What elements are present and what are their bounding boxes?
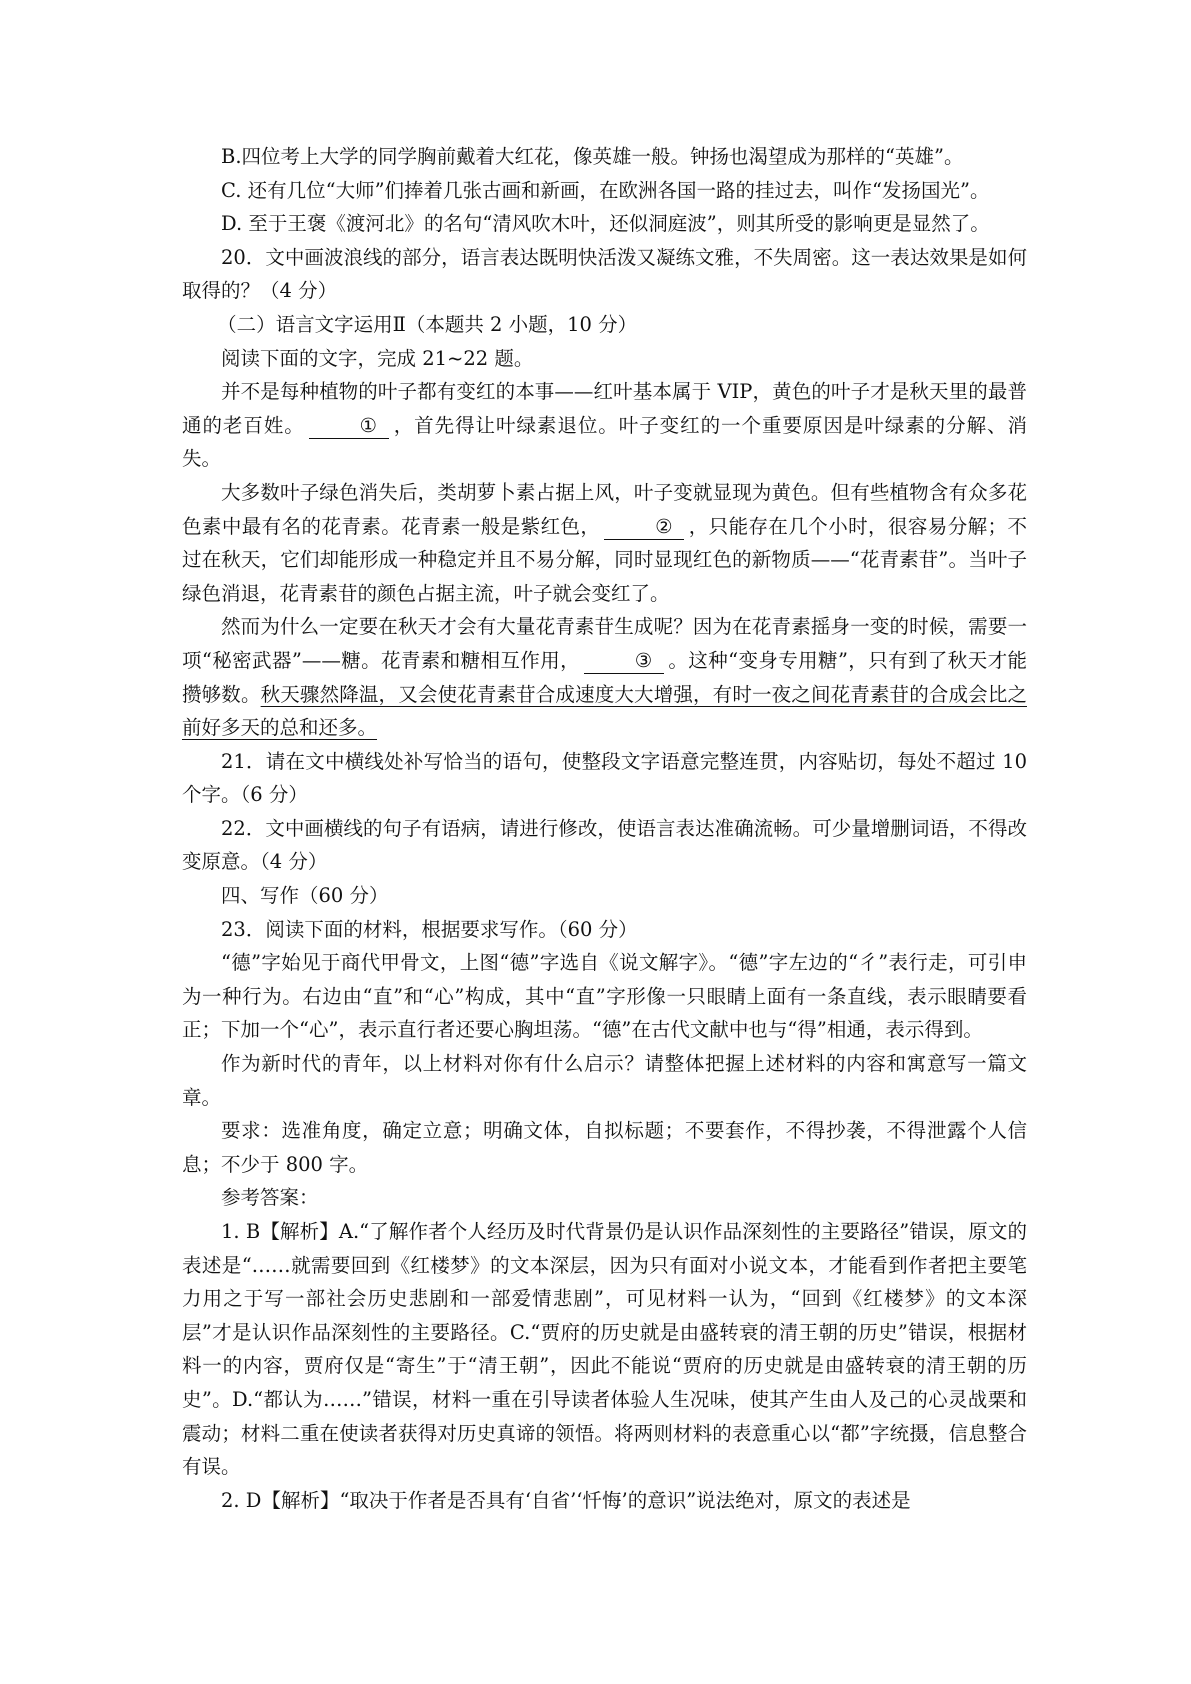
section-heading-language-use-2: （二）语言文字运用Ⅱ（本题共 2 小题，10 分） [217, 312, 638, 336]
passage-text: ，首先得让叶绿素退位。叶子变红的一个重要原因是叶绿素的分解、消失。 [182, 413, 1027, 471]
answer-1: 1. B【解析】A.“了解作者个人经历及时代背景仍是认识作品深刻性的主要路径”错误，原文的表述是“……就需要回到《红楼梦》的文本深层，因为只有面对小说文本，才能看到作者把主要笔力用之于写一部社会历史悲剧和一部爱情悲剧”，可见材料一认为，“回到《红楼梦》的文本深层”才是认识作品深刻性的主要路径。C.“贾府的历史就是由盛转衰的清王朝的历史”错误，根据材料一的内容，贾府仅是“寄生”于“清王朝”，因此不能说“贾府的历史就是由盛转衰的清王朝的历史”。D.“都认为……”错误，材料一重在引导读者体验人生况味，使其产生由人及己的心灵战栗和震动；材料二重在使读者获得对历史真谛的领悟。将两则材料的表意重心以“都”字统摄，信息整合有误。 [182, 1220, 1027, 1479]
writing-requirements: 要求：选准角度，确定立意；明确文体，自拟标题；不要套作，不得抄袭，不得泄露个人信息；不少于 800 字。 [182, 1119, 1027, 1176]
passage-paragraph-1 [182, 375, 1027, 476]
section-heading-writing: 四、写作（60 分） [221, 884, 389, 908]
passage-paragraph-2 [182, 476, 1027, 610]
reading-instruction: 阅读下面的文字，完成 21~22 题。 [221, 346, 534, 370]
document-page [182, 140, 1027, 1517]
passage-text: 并不是每种植物的叶子都有变红的本事——红叶基本属于 VIP，黄色的叶子才是秋天里的最普通的老百姓。 [182, 380, 1027, 437]
fill-blank-3: ③ [584, 649, 664, 674]
passage-paragraph-3 [182, 610, 1027, 744]
passage-text: 然而为什么一定要在秋天才会有大量花青素苷生成呢？因为在花青素摇身一变的时候，需要一项“秘密武器”——糖。花青素和糖相互作用， [182, 615, 1027, 672]
question-23: 23．阅读下面的材料，根据要求写作。（60 分） [221, 917, 638, 941]
question-20: 20．文中画波浪线的部分，语言表达既明快活泼又凝练文雅，不失周密。这一表达效果是如何取得的？（4 分） [182, 245, 1027, 303]
underlined-sentence: 秋天骤然降温，又会使花青素苷合成速度大大增强，有时一夜之间花青素苷的合成会比之前好多天的总和还多。 [182, 682, 1027, 740]
answer-2: 2. D【解析】“取决于作者是否具有‘自省’‘忏悔’的意识”说法绝对，原文的表述是 [221, 1488, 911, 1512]
option-c: C. 还有几位“大师”们捧着几张古画和新画，在欧洲各国一路的挂过去，叫作“发扬国光”。 [221, 178, 990, 202]
option-d: D. 至于王褒《渡河北》的名句“清风吹木叶，还似洞庭波”，则其所受的影响更是显然了。 [221, 212, 990, 236]
passage-text: ，只能存在几个小时，很容易分解；不过在秋天，它们却能形成一种稳定并且不易分解，同时显现红色的新物质——“花青素苷”。当叶子绿色消退，花青素苷的颜色占据主流，叶子就会变红了。 [182, 514, 1027, 605]
question-21: 21．请在文中横线处补写恰当的语句，使整段文字语意完整连贯，内容贴切，每处不超过 10 个字。（6 分） [182, 749, 1027, 807]
fill-blank-2: ② [604, 515, 684, 540]
writing-prompt: 作为新时代的青年，以上材料对你有什么启示？请整体把握上述材料的内容和寓意写一篇文章。 [182, 1052, 1027, 1109]
question-22: 22．文中画横线的句子有语病，请进行修改，使语言表达准确流畅。可少量增删词语，不得改变原意。（4 分） [182, 816, 1027, 874]
passage-text: 。这种“变身专用糖”，只有到了秋天才能攒够数。 [182, 648, 1027, 706]
answers-heading: 参考答案： [221, 1186, 319, 1210]
passage-text: 大多数叶子绿色消失后，类胡萝卜素占据上风，叶子变就显现为黄色。但有些植物含有众多花色素中最有名的花青素。花青素一般是紫红色， [182, 480, 1027, 538]
writing-material: “德”字始见于商代甲骨文，上图“德”字选自《说文解字》。“德”字左边的“彳”表行走，可引申为一种行为。右边由“直”和“心”构成，其中“直”字形像一只眼睛上面有一条直线，表示眼睛要看正；下加一个“心”，表示直行者还要心胸坦荡。“德”在古代文献中也与“得”相通，表示得到。 [182, 951, 1027, 1042]
option-b: B.四位考上大学的同学胸前戴着大红花，像英雄一般。钟扬也渴望成为那样的“英雄”。 [221, 145, 964, 168]
fill-blank-1: ① [309, 414, 389, 439]
